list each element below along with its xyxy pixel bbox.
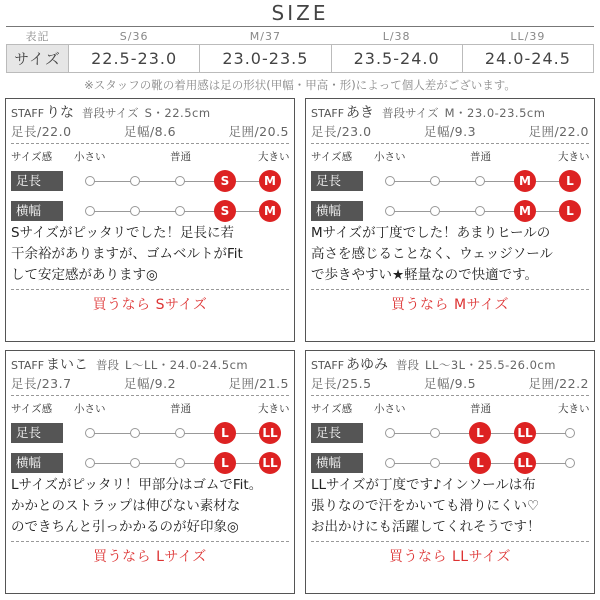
- staff-comment: [311, 223, 590, 286]
- size-table-row-label: サイズ: [7, 45, 69, 73]
- usual-size-value: LL〜3L・25.5-26.0cm: [425, 358, 556, 372]
- foot-length: 足長/25.5: [311, 376, 372, 391]
- size-table-header-label: 表記: [7, 28, 69, 45]
- foot-girth: 足囲/21.5: [228, 376, 289, 391]
- usual-size-label: 普段サイズ: [382, 106, 439, 120]
- fit-row-label-width: 横幅: [11, 201, 63, 221]
- scale-small-label: 小さい: [374, 151, 406, 163]
- scale-tick: [85, 206, 95, 216]
- usual-size-label: 普段サイズ: [82, 106, 139, 120]
- foot-length: 足長/23.7: [11, 376, 72, 391]
- scale-tick: [475, 206, 485, 216]
- fit-size-marker: L: [214, 422, 236, 444]
- staff-header: [11, 102, 289, 122]
- usual-size-label: 普段: [96, 358, 120, 372]
- page-title: SIZE: [271, 1, 329, 25]
- dashed-divider: [311, 395, 589, 396]
- fit-size-marker: S: [214, 200, 236, 222]
- size-value-cell: 22.5-23.0: [69, 45, 200, 73]
- comment-line: して安定感があります◎: [11, 267, 158, 283]
- size-value-cell: 23.5-24.0: [331, 45, 462, 73]
- scale-tick: [85, 428, 95, 438]
- comment-line: で歩きやすい★軽量なので快適です。: [311, 267, 539, 283]
- fit-disclaimer: ※スタッフの靴の着用感は足の形状(甲幅・甲高・形)によって個人差がございます。: [84, 78, 516, 92]
- foot-girth: 足囲/22.2: [528, 376, 589, 391]
- dashed-divider: [311, 143, 589, 144]
- scale-normal-label: 普通: [470, 403, 491, 415]
- staff-card: [305, 98, 595, 342]
- scale-tick: [430, 206, 440, 216]
- fit-row-label-length: 足長: [11, 171, 63, 191]
- fit-scale-title: サイズ感: [311, 403, 353, 415]
- size-table-header-row: [7, 28, 594, 45]
- scale-tick: [175, 458, 185, 468]
- dashed-divider: [11, 289, 289, 290]
- recommended-size: 買うなら Mサイズ: [391, 297, 509, 313]
- scale-tick: [565, 428, 575, 438]
- scale-normal-label: 普通: [470, 151, 491, 163]
- scale-tick: [175, 428, 185, 438]
- scale-normal-label: 普通: [170, 403, 191, 415]
- dashed-divider: [311, 289, 589, 290]
- scale-tick: [565, 458, 575, 468]
- staff-label: STAFF: [311, 107, 345, 120]
- recommended-size: 買うなら Sサイズ: [92, 297, 208, 313]
- scale-tick: [85, 176, 95, 186]
- foot-girth: 足囲/22.0: [528, 124, 589, 139]
- foot-width: 足幅/9.3: [423, 124, 477, 139]
- foot-measurements: [11, 374, 289, 392]
- size-table: [6, 28, 594, 73]
- recommended-size: 買うなら LLサイズ: [389, 549, 511, 565]
- staff-label: STAFF: [11, 107, 45, 120]
- staff-comment: [11, 475, 290, 538]
- fit-scale-width: [86, 201, 276, 221]
- size-header-cell: S/36: [69, 28, 200, 45]
- scale-tick: [130, 458, 140, 468]
- fit-size-marker: LL: [259, 452, 281, 474]
- dashed-divider: [11, 143, 289, 144]
- scale-large-label: 大きい: [558, 151, 590, 163]
- scale-tick: [130, 176, 140, 186]
- foot-width: 足幅/9.2: [123, 376, 177, 391]
- fit-scale-width: [86, 453, 276, 473]
- usual-size-value: L〜LL・24.0-24.5cm: [125, 358, 249, 372]
- staff-name: りな: [46, 105, 75, 121]
- staff-comment: [11, 223, 290, 286]
- foot-width: 足幅/8.6: [123, 124, 177, 139]
- recommended-size: 買うなら Lサイズ: [93, 549, 207, 565]
- staff-card: [5, 98, 295, 342]
- fit-size-marker: M: [514, 170, 536, 192]
- scale-tick: [430, 176, 440, 186]
- staff-header: [311, 102, 589, 122]
- staff-card: [305, 350, 595, 594]
- fit-scale-title: サイズ感: [311, 151, 353, 163]
- fit-size-marker: LL: [259, 422, 281, 444]
- foot-length: 足長/23.0: [311, 124, 372, 139]
- fit-size-marker: S: [214, 170, 236, 192]
- fit-scale-length: [386, 423, 576, 443]
- comment-line: LLサイズが丁度です♪インソールは布: [311, 477, 536, 493]
- scale-small-label: 小さい: [374, 403, 406, 415]
- comment-line: お出かけにも活躍してくれそうです！: [311, 519, 541, 535]
- scale-tick: [385, 206, 395, 216]
- staff-name: あき: [346, 105, 375, 121]
- scale-tick: [130, 428, 140, 438]
- dashed-divider: [11, 541, 289, 542]
- fit-row-label-length: 足長: [311, 423, 363, 443]
- scale-tick: [430, 458, 440, 468]
- usual-size-value: M・23.0-23.5cm: [444, 106, 546, 120]
- usual-size-label: 普段: [396, 358, 420, 372]
- size-header-cell: L/38: [331, 28, 462, 45]
- foot-measurements: [11, 122, 289, 140]
- fit-scale-length: [86, 171, 276, 191]
- fit-row-label-width: 横幅: [311, 453, 363, 473]
- scale-tick: [175, 206, 185, 216]
- fit-size-marker: LL: [514, 452, 536, 474]
- comment-line: Lサイズがピッタリ！甲部分はゴムでFit。: [11, 477, 263, 493]
- size-value-cell: 24.0-24.5: [462, 45, 593, 73]
- comment-line: Sサイズがピッタリでした！足長に若: [11, 225, 234, 241]
- fit-size-marker: L: [469, 452, 491, 474]
- staff-comment: [311, 475, 590, 538]
- scale-large-label: 大きい: [258, 151, 290, 163]
- fit-row-label-width: 横幅: [11, 453, 63, 473]
- scale-tick: [385, 428, 395, 438]
- comment-line: のできちんと引っかかるのが好印象◎: [11, 519, 239, 535]
- foot-width: 足幅/9.5: [423, 376, 477, 391]
- fit-scale-header: [11, 401, 289, 415]
- fit-row-label-width: 横幅: [311, 201, 363, 221]
- fit-size-marker: L: [559, 170, 581, 192]
- size-header-cell: LL/39: [462, 28, 593, 45]
- staff-card: [5, 350, 295, 594]
- scale-tick: [430, 428, 440, 438]
- fit-size-marker: M: [514, 200, 536, 222]
- fit-scale-width: [386, 453, 576, 473]
- staff-header: [311, 354, 589, 374]
- fit-scale-length: [86, 423, 276, 443]
- fit-scale-title: サイズ感: [11, 151, 53, 163]
- fit-size-marker: LL: [514, 422, 536, 444]
- fit-scale-header: [11, 149, 289, 163]
- scale-small-label: 小さい: [74, 151, 106, 163]
- scale-tick: [175, 176, 185, 186]
- size-header-cell: M/37: [200, 28, 331, 45]
- scale-normal-label: 普通: [170, 151, 191, 163]
- scale-small-label: 小さい: [74, 403, 106, 415]
- dashed-divider: [311, 541, 589, 542]
- fit-scale-title: サイズ感: [11, 403, 53, 415]
- scale-large-label: 大きい: [558, 403, 590, 415]
- fit-scale-length: [386, 171, 576, 191]
- scale-tick: [130, 206, 140, 216]
- fit-scale-header: [311, 149, 589, 163]
- usual-size-value: S・22.5cm: [144, 106, 211, 120]
- comment-line: 高さを感じることなく、ウェッジソール: [311, 246, 553, 262]
- foot-girth: 足囲/20.5: [228, 124, 289, 139]
- fit-row-label-length: 足長: [311, 171, 363, 191]
- staff-header: [11, 354, 289, 374]
- scale-large-label: 大きい: [258, 403, 290, 415]
- size-table-value-row: [7, 45, 594, 73]
- comment-line: Mサイズが丁度でした！あまりヒールの: [311, 225, 551, 241]
- size-value-cell: 23.0-23.5: [200, 45, 331, 73]
- staff-name: まいこ: [46, 357, 89, 373]
- scale-tick: [385, 176, 395, 186]
- title-underline: [6, 26, 594, 27]
- staff-label: STAFF: [311, 359, 345, 372]
- staff-name: あゆみ: [346, 357, 389, 373]
- fit-size-marker: L: [214, 452, 236, 474]
- fit-scale-width: [386, 201, 576, 221]
- scale-tick: [475, 176, 485, 186]
- fit-size-marker: L: [469, 422, 491, 444]
- comment-line: 張りなので汗をかいても滑りにくい♡: [311, 498, 540, 514]
- fit-row-label-length: 足長: [11, 423, 63, 443]
- foot-measurements: [311, 374, 589, 392]
- scale-tick: [85, 458, 95, 468]
- fit-scale-header: [311, 401, 589, 415]
- foot-length: 足長/22.0: [11, 124, 72, 139]
- fit-size-marker: M: [259, 170, 281, 192]
- foot-measurements: [311, 122, 589, 140]
- fit-size-marker: M: [259, 200, 281, 222]
- comment-line: かかとのストラップは伸びない素材な: [11, 498, 241, 514]
- fit-size-marker: L: [559, 200, 581, 222]
- comment-line: 干余裕がありますが、ゴムベルトがFit: [11, 246, 243, 262]
- staff-label: STAFF: [11, 359, 45, 372]
- scale-tick: [385, 458, 395, 468]
- dashed-divider: [11, 395, 289, 396]
